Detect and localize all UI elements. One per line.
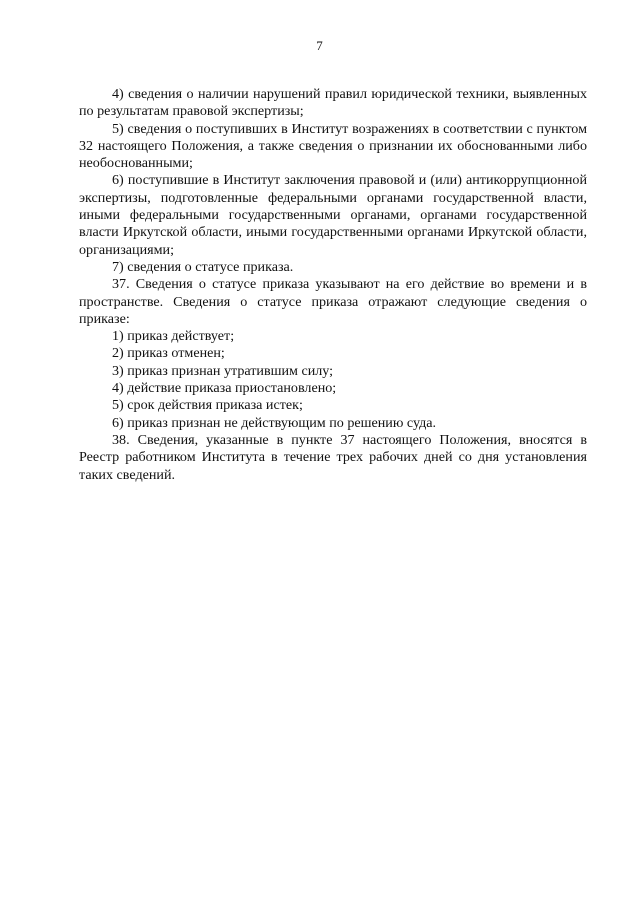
paragraph-clause-37: 37. Сведения о статусе приказа указывают на его действие во времени и в пространстве. Сведения о статусе приказа отражают следующие сведения о приказе:: [79, 276, 587, 327]
paragraph-item-7: 7) сведения о статусе приказа.: [112, 258, 294, 275]
status-list-item: 2) приказ отменен;: [112, 345, 225, 362]
document-body: [79, 86, 587, 484]
status-list-item: 6) приказ признан не действующим по решению суда.: [112, 414, 437, 431]
status-list-item: 5) срок действия приказа истек;: [112, 397, 303, 414]
paragraph-item-6: 6) поступившие в Институт заключения правовой и (или) антикоррупционной экспертизы, подготовленные федеральными органами государственной власти, иными федеральными государственными органами, органами государственной власти Иркутской области, иными государственными органами Иркутской области, организациями;: [79, 172, 587, 258]
status-list-item: 4) действие приказа приостановлено;: [112, 380, 337, 397]
paragraph-clause-38: 38. Сведения, указанные в пункте 37 настоящего Положения, вносятся в Реестр работником Института в течение трех рабочих дней со дня установления таких сведений.: [79, 431, 587, 483]
paragraph-item-4: 4) сведения о наличии нарушений правил юридической техники, выявленных по результатам правовой экспертизы;: [79, 86, 587, 120]
status-list-item: 3) приказ признан утратившим силу;: [112, 362, 334, 379]
status-list-item: 1) приказ действует;: [112, 328, 235, 345]
page-number: 7: [316, 38, 323, 53]
paragraph-item-5: 5) сведения о поступивших в Институт возражениях в соответствии с пунктом 32 настоящего Положения, а также сведения о признании их обоснованными либо необоснованными;: [79, 120, 587, 172]
